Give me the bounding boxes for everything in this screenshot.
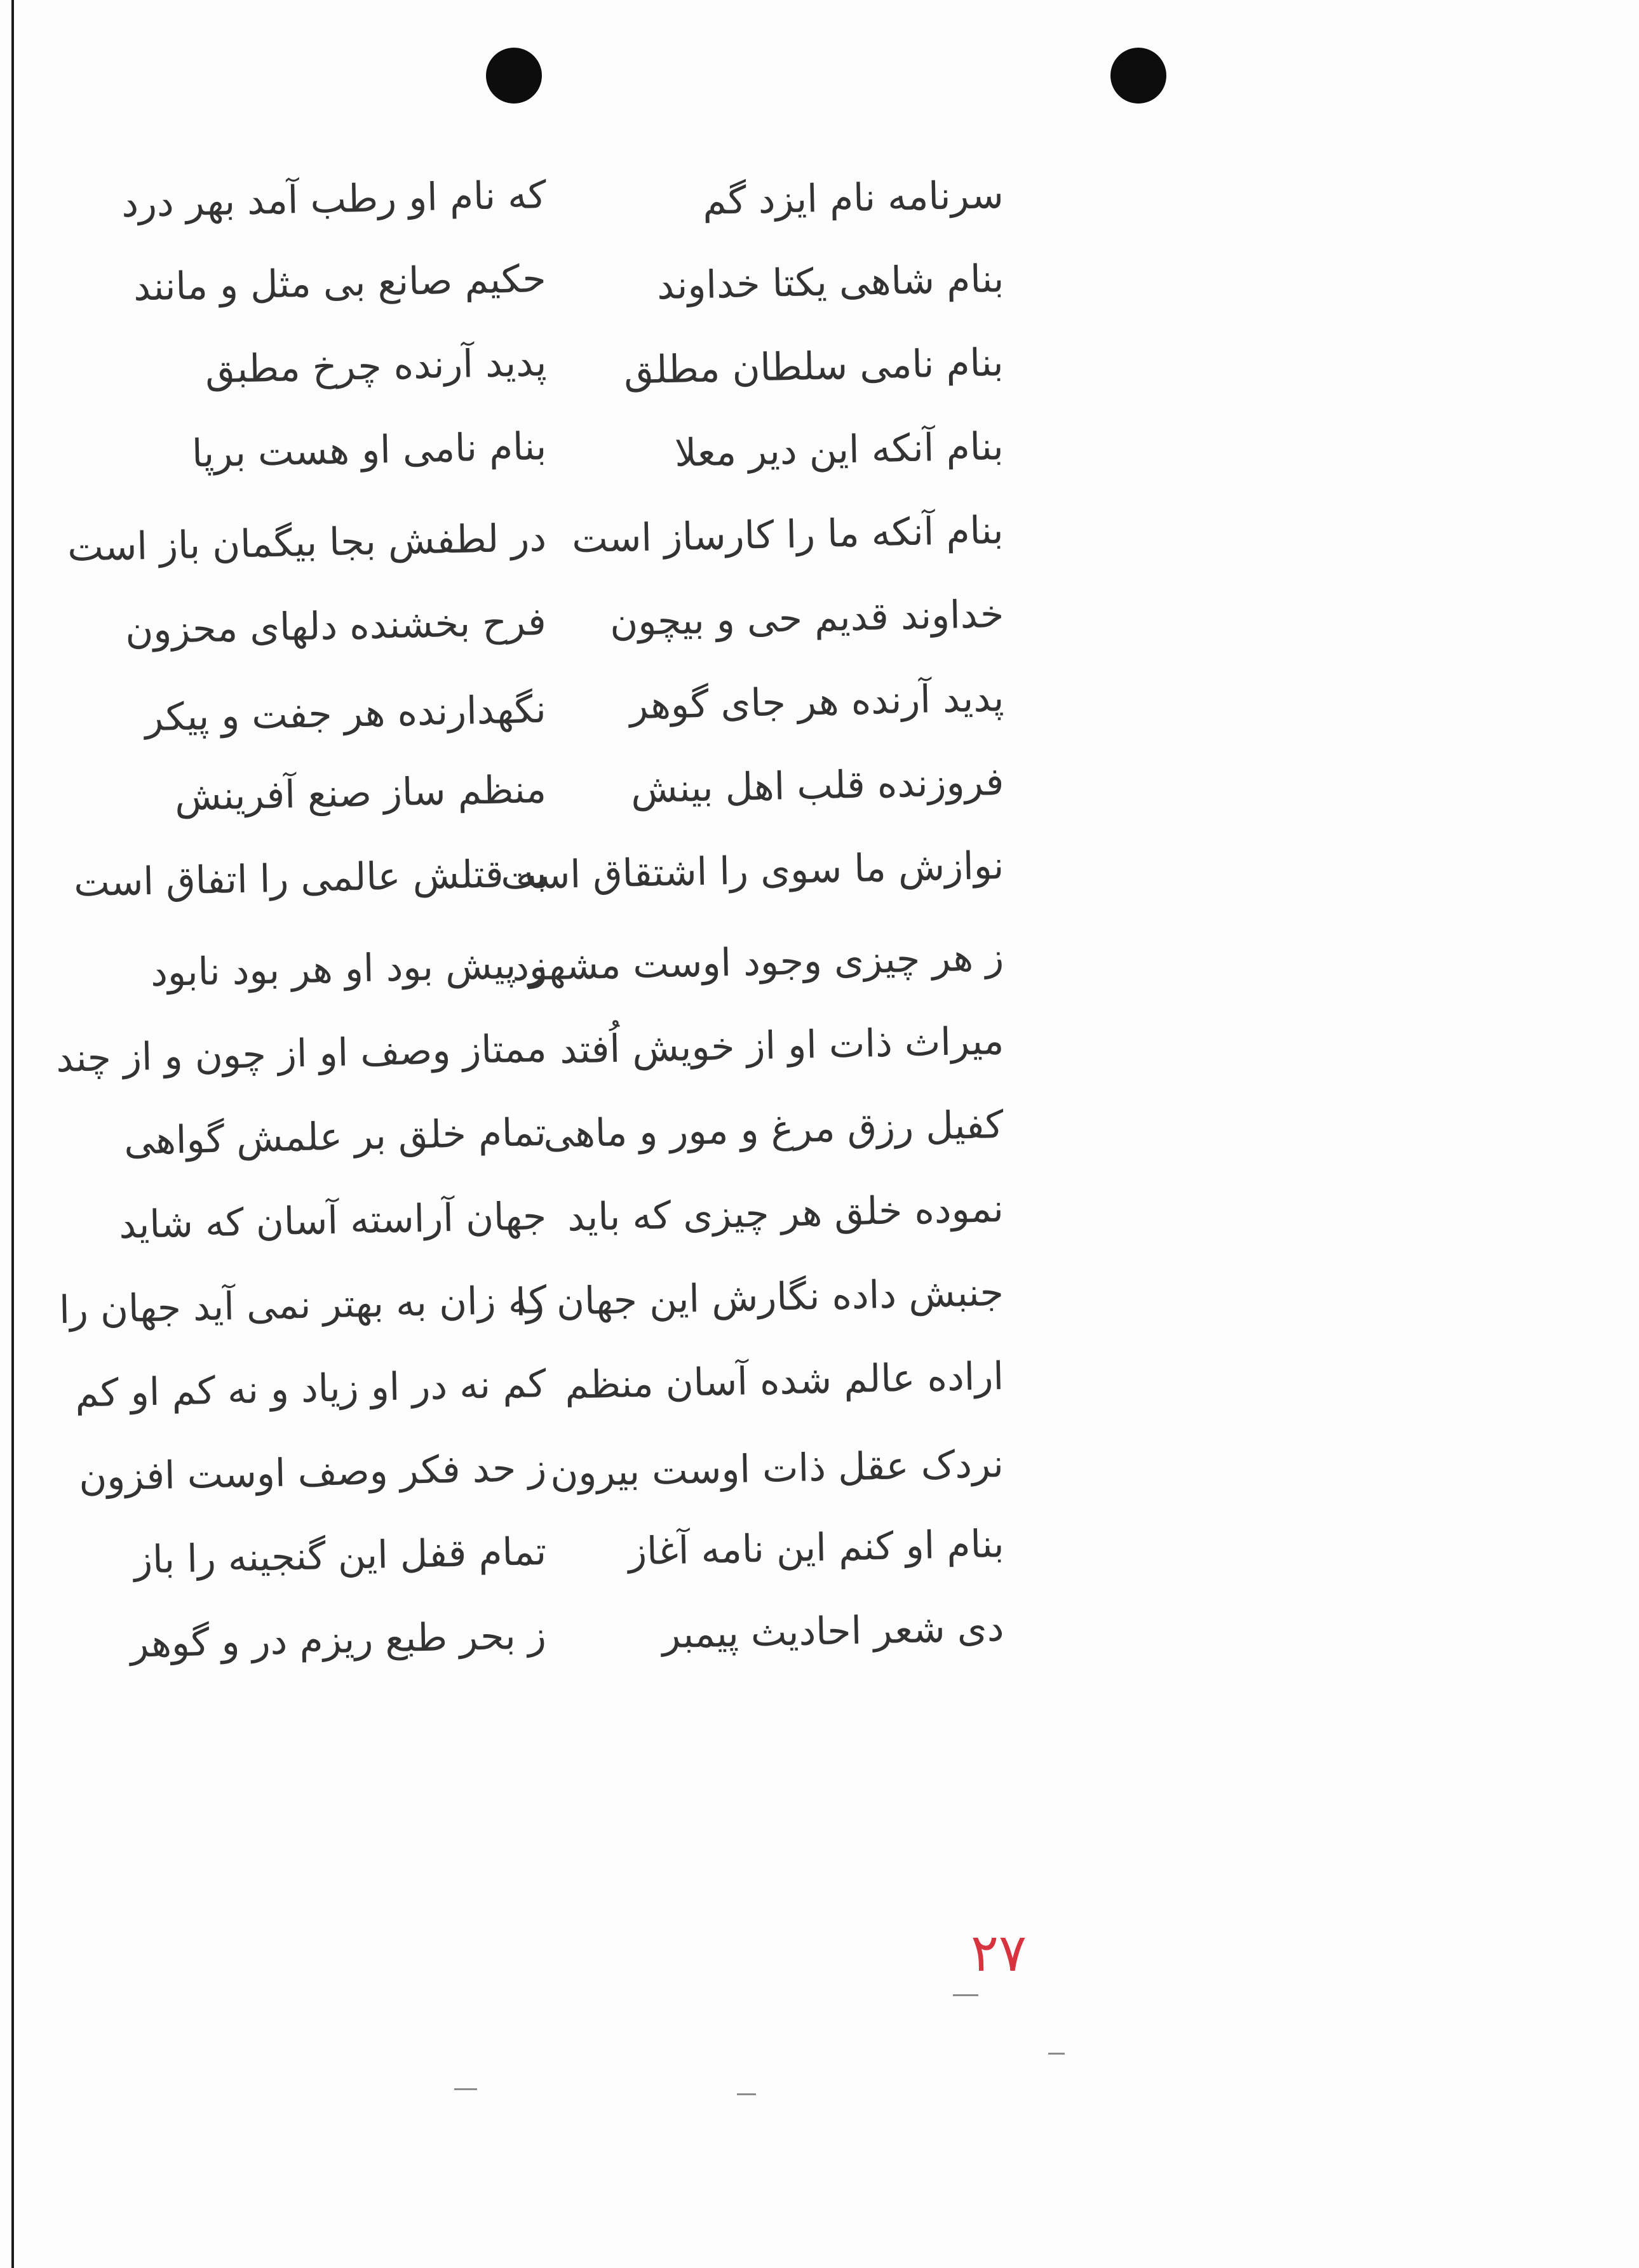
verse-line: دی شعر احادیث پیمبر [661, 1606, 1004, 1658]
verse-line: که زان به بهتر نمی آید جهان را [58, 1278, 547, 1333]
page-number: ۲۷ [971, 1923, 1027, 1983]
verse-line: به قتلش عالمی را اتفاق است [72, 851, 547, 906]
page-edge-line [11, 0, 14, 2268]
verse-line: سرنامه نام ایزد گم [702, 173, 1004, 224]
verse-line: بنام نامی او هست برپا [191, 424, 547, 476]
scan-speck [737, 2093, 756, 2095]
verse-line: منظم ساز صنع آفرینش [174, 767, 547, 820]
verse-line: کم نه در او زیاد و نه کم او کم [74, 1362, 547, 1416]
verse-line: پدید آرنده چرخ مطبق [205, 340, 547, 393]
verse-line: بنام آنکه ما را کارساز است [571, 508, 1004, 562]
verse-line: بنام آنکه این دیر معلا [674, 424, 1004, 476]
verse-line: ز بحر طبع ریزم در و گوهر [130, 1613, 547, 1667]
verse-line: نردک عقل ذات اوست بیرون [550, 1442, 1004, 1496]
verse-line: نگهدارنده هر جفت و پیکر [144, 687, 547, 741]
verse-line: فرح بخشنده دلهای محزون [125, 600, 547, 653]
verse-line: ممتاز وصف او از چون و از چند [55, 1026, 547, 1082]
verse-line: نوازش ما سوی را اشتقاق است [500, 843, 1004, 899]
verse-line: جهان آراسته آسان که شاید [118, 1194, 547, 1248]
verse-line: ز حد فکر وصف اوست افزون [78, 1446, 547, 1500]
scan-speck [454, 2088, 477, 2090]
punch-hole-right [1110, 48, 1166, 104]
verse-line: کفیل رزق مرغ و مور و ماهی [543, 1103, 1004, 1157]
verse-line: حکیم صانع بی مثل و مانند [133, 257, 547, 310]
scan-speck [1048, 2053, 1065, 2055]
verse-line: فروزنده قلب اهل بینش [630, 760, 1004, 812]
verse-line: میراث ذات او از خویش اُفتد [559, 1019, 1004, 1073]
verse-line: تمام قفل این گنجینه را باز [133, 1529, 547, 1583]
verse-line: نموده خلق هر چیزی که باید [567, 1186, 1004, 1240]
verse-line: پدید آرنده هر جای گوهر [629, 676, 1004, 728]
verse-line: بنام او کنم این نامه آغاز [627, 1522, 1004, 1574]
verse-line: بنام شاهی یکتا خداوند [656, 257, 1004, 309]
verse-line: ز هر چیزی وجود اوست مشهود [511, 935, 1004, 990]
punch-hole-left [486, 48, 542, 104]
verse-line: اراده عالم شده آسان منظم [564, 1354, 1004, 1408]
scan-speck [953, 1994, 978, 1996]
verse-line: ز پیش بود او هر بود نابود [150, 943, 547, 996]
verse-line: بنام نامی سلطان مطلق [623, 340, 1004, 393]
verse-line: خداوند قدیم حی و بیچون [609, 592, 1004, 645]
verse-line: در لطفش بجا بیگمان باز است [67, 516, 547, 570]
verse-line: تمام خلق بر علمش گواهی [123, 1110, 547, 1164]
verse-line: که نام او رطب آمد بهر درد [121, 173, 547, 226]
verse-line: جنبش داده نگارش این جهان را [515, 1270, 1004, 1325]
